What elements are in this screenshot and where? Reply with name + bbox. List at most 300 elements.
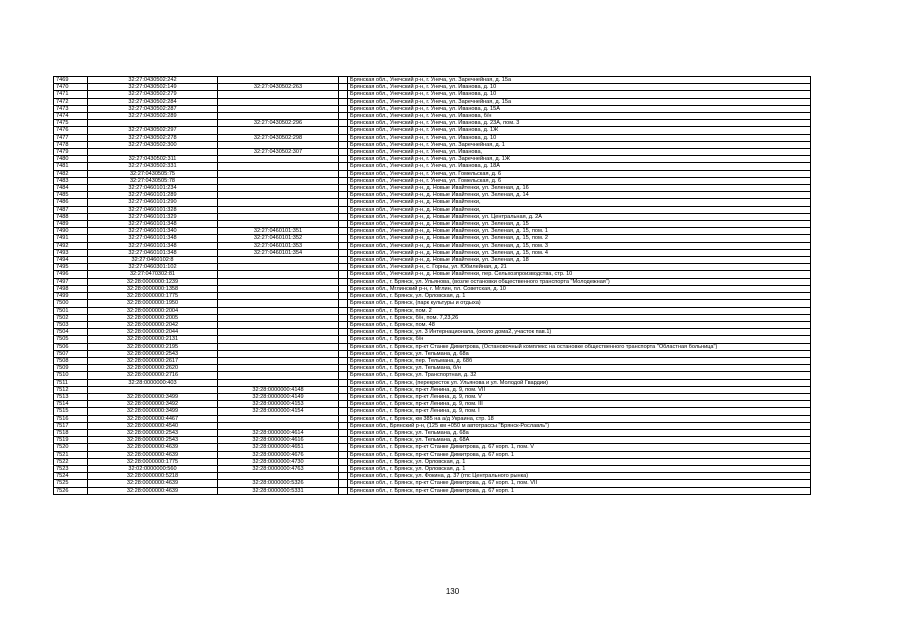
- address-cell: Брянская обл., Унечский р-н, г. Унеча, ул. Иванова, д. 10: [348, 134, 811, 141]
- address-cell: Брянская обл., г. Брянск, пр-кт Ленина, д. 9, пом. VII: [348, 386, 811, 393]
- cadastral-number-cell: 32:28:0000000:1775: [88, 293, 218, 300]
- address-cell: Брянская обл., Унечский р-н, г. Унеча, ул. Иванова, д. 23А, пом. 3: [348, 120, 811, 127]
- table-row: [54, 357, 811, 364]
- table-row: [54, 480, 811, 487]
- cadastral-number-cell: 32:28:0000000:3499: [88, 408, 218, 415]
- address-cell: Брянская обл., г. Брянск, (парк культуры и отдыха): [348, 300, 811, 307]
- row-number-cell: 7505: [54, 336, 88, 343]
- cadastral-number-cell: 32:28:0000000:4639: [88, 480, 218, 487]
- address-cell: Брянская обл., Унечский р-н, г. Унеча, ул. Гомельская, д. 6: [348, 177, 811, 184]
- table-row: [54, 278, 811, 285]
- address-cell: Брянская обл., Унечский р-н, д. Новые Ивайтенки, пер. Сельхозпроизводства, стр. 10: [348, 271, 811, 278]
- premises-cadastral-number-cell: 32:28:0000000:4148: [218, 386, 339, 393]
- premises-cadastral-number-cell: 32:28:0000000:4153: [218, 401, 339, 408]
- address-cell: Брянская обл., г. Брянск, пр-кт Ленина, д. 9, пом. I: [348, 408, 811, 415]
- cadastral-number-cell: 32:27:0430505:75: [88, 170, 218, 177]
- empty-cell: [339, 264, 348, 271]
- empty-cell: [339, 127, 348, 134]
- address-cell: Брянская обл., г. Брянск, ул. 3 Интернационала, (около дома2, участок пав.1): [348, 329, 811, 336]
- table-row: [54, 127, 811, 134]
- cadastral-number-cell: 32:27:0460101:348: [88, 221, 218, 228]
- table-row: [54, 336, 811, 343]
- empty-cell: [339, 213, 348, 220]
- row-number-cell: 7501: [54, 307, 88, 314]
- row-number-cell: 7504: [54, 329, 88, 336]
- premises-cadastral-number-cell: 32:27:0430502:298: [218, 134, 339, 141]
- premises-cadastral-number-cell: 32:27:0430502:307: [218, 149, 339, 156]
- address-cell: Брянская обл., г. Брянск, ул. Орловская, д. 1: [348, 293, 811, 300]
- empty-cell: [339, 163, 348, 170]
- table-row: [54, 221, 811, 228]
- row-number-cell: 7479: [54, 149, 88, 156]
- cadastral-number-cell: 32:27:0430502:287: [88, 105, 218, 112]
- address-cell: Брянская обл., Унечский р-н, д. Новые Ивайтенки,: [348, 206, 811, 213]
- row-number-cell: 7496: [54, 271, 88, 278]
- empty-cell: [339, 307, 348, 314]
- cadastral-number-cell: 32:27:0460101:348: [88, 249, 218, 256]
- premises-cadastral-number-cell: 32:28:0000000:4651: [218, 444, 339, 451]
- premises-cadastral-number-cell: [218, 127, 339, 134]
- table-row: [54, 163, 811, 170]
- empty-cell: [339, 343, 348, 350]
- address-cell: Брянская обл., Унечский р-н, д. Новые Ивайтенки, ул. Зеленая, д. 15, пом. 1: [348, 228, 811, 235]
- empty-cell: [339, 199, 348, 206]
- empty-cell: [339, 357, 348, 364]
- table-row: [54, 228, 811, 235]
- address-cell: Брянская обл., Унечский р-н, г. Унеча, ул. Заречнейная, д. 15а: [348, 77, 811, 84]
- premises-cadastral-number-cell: 32:28:0000000:4616: [218, 437, 339, 444]
- table-row: [54, 300, 811, 307]
- table-row: [54, 264, 811, 271]
- table-row: [54, 271, 811, 278]
- row-number-cell: 7511: [54, 379, 88, 386]
- row-number-cell: 7484: [54, 185, 88, 192]
- cadastral-number-cell: [88, 386, 218, 393]
- row-number-cell: 7509: [54, 365, 88, 372]
- premises-cadastral-number-cell: [218, 321, 339, 328]
- premises-cadastral-number-cell: [218, 372, 339, 379]
- table-row: [54, 206, 811, 213]
- address-cell: Брянская обл., г. Брянск, км 385 на а/д Украина, стр. 18: [348, 415, 811, 422]
- premises-cadastral-number-cell: [218, 163, 339, 170]
- premises-cadastral-number-cell: 32:28:0000000:4154: [218, 408, 339, 415]
- address-cell: Брянская обл., Унечский р-н, г. Унеча, ул. Иванова, д. 10: [348, 91, 811, 98]
- table-row: [54, 242, 811, 249]
- premises-cadastral-number-cell: [218, 357, 339, 364]
- cadastral-number-cell: 32:27:0470302:81: [88, 271, 218, 278]
- empty-cell: [339, 386, 348, 393]
- address-cell: Брянская обл., Унечский р-н, г. Унеча, ул. Иванова, д. 18А: [348, 163, 811, 170]
- cadastral-number-cell: 32:02:0000000:560: [88, 465, 218, 472]
- cadastral-number-cell: 32:28:0000000:1950: [88, 300, 218, 307]
- cadastral-number-cell: 32:28:0000000:1358: [88, 285, 218, 292]
- empty-cell: [339, 206, 348, 213]
- empty-cell: [339, 235, 348, 242]
- row-number-cell: 7474: [54, 113, 88, 120]
- empty-cell: [339, 408, 348, 415]
- premises-cadastral-number-cell: 32:28:0000000:4149: [218, 393, 339, 400]
- address-cell: Брянская обл., Унечский р-н, д. Новые Ивайтенки, ул. Зеленая, д. 18: [348, 257, 811, 264]
- row-number-cell: 7513: [54, 393, 88, 400]
- empty-cell: [339, 487, 348, 494]
- cadastral-number-cell: 32:27:0460101:328: [88, 206, 218, 213]
- address-cell: Брянская обл., Унечский р-н, д. Новые Ивайтенки, ул. Центральная, д. 2А: [348, 213, 811, 220]
- empty-cell: [339, 149, 348, 156]
- table-row: [54, 465, 811, 472]
- row-number-cell: 7508: [54, 357, 88, 364]
- cadastral-number-cell: 32:28:0000000:4639: [88, 487, 218, 494]
- table-row: [54, 307, 811, 314]
- row-number-cell: 7478: [54, 141, 88, 148]
- premises-cadastral-number-cell: [218, 170, 339, 177]
- cadastral-number-cell: 32:28:0000000:2620: [88, 365, 218, 372]
- row-number-cell: 7471: [54, 91, 88, 98]
- row-number-cell: 7503: [54, 321, 88, 328]
- address-cell: Брянская обл., Унечский р-н, д. Новые Ивайтенки, ул. Зеленая, д. 15, пом. 3: [348, 242, 811, 249]
- cadastral-number-cell: 32:28:0000000:2543: [88, 429, 218, 436]
- row-number-cell: 7494: [54, 257, 88, 264]
- row-number-cell: 7477: [54, 134, 88, 141]
- cadastral-number-cell: 32:27:0430502:284: [88, 98, 218, 105]
- empty-cell: [339, 249, 348, 256]
- cadastral-number-cell: 32:27:0430502:331: [88, 163, 218, 170]
- cadastral-number-cell: 32:27:0430502:278: [88, 134, 218, 141]
- premises-cadastral-number-cell: 32:27:0430502:296: [218, 120, 339, 127]
- premises-cadastral-number-cell: [218, 271, 339, 278]
- address-cell: Брянская обл., г. Брянск, (перекресток ул. Ульянова и ул. Молодой Гвардии): [348, 379, 811, 386]
- premises-cadastral-number-cell: [218, 350, 339, 357]
- premises-cadastral-number-cell: [218, 257, 339, 264]
- premises-cadastral-number-cell: [218, 300, 339, 307]
- row-number-cell: 7521: [54, 451, 88, 458]
- address-cell: Брянская обл., г. Брянск, ул. Тельмана, д. 68а: [348, 429, 811, 436]
- address-cell: Брянская обл., Унечский р-н, г. Унеча, ул. Иванова, д. 10: [348, 84, 811, 91]
- empty-cell: [339, 350, 348, 357]
- premises-cadastral-number-cell: [218, 113, 339, 120]
- premises-cadastral-number-cell: 32:27:0460101:352: [218, 235, 339, 242]
- page-number: 130: [445, 587, 460, 596]
- address-cell: Брянская обл., Унечский р-н, д. Новые Ивайтенки, ул. Зеленая, д. 16: [348, 185, 811, 192]
- table-row: [54, 329, 811, 336]
- row-number-cell: 7489: [54, 221, 88, 228]
- table-row: [54, 113, 811, 120]
- premises-cadastral-number-cell: [218, 293, 339, 300]
- row-number-cell: 7514: [54, 401, 88, 408]
- address-cell: Брянская обл., Унечский р-н, г. Унеча, ул. Гомельская, д. 6: [348, 170, 811, 177]
- premises-cadastral-number-cell: [218, 285, 339, 292]
- cadastral-number-cell: 32:27:0430502:300: [88, 141, 218, 148]
- premises-cadastral-number-cell: [218, 415, 339, 422]
- row-number-cell: 7518: [54, 429, 88, 436]
- row-number-cell: 7476: [54, 127, 88, 134]
- table-row: [54, 379, 811, 386]
- address-cell: Брянская обл., г. Брянск, пр-кт Станке Димитрова, д. 67 корп. 1, пом. VII: [348, 480, 811, 487]
- table-row: [54, 185, 811, 192]
- cadastral-number-cell: 32:28:0000000:3492: [88, 401, 218, 408]
- row-number-cell: 7485: [54, 192, 88, 199]
- row-number-cell: 7491: [54, 235, 88, 242]
- table-row: [54, 293, 811, 300]
- table-row: [54, 437, 811, 444]
- empty-cell: [339, 415, 348, 422]
- address-cell: Брянская обл., г. Брянск, пр-кт Станке Димитрова, д. 67 корп. 1, пом. V: [348, 444, 811, 451]
- cadastral-number-cell: 32:27:0430502:297: [88, 127, 218, 134]
- cadastral-number-cell: [88, 120, 218, 127]
- empty-cell: [339, 314, 348, 321]
- row-number-cell: 7488: [54, 213, 88, 220]
- premises-cadastral-number-cell: [218, 192, 339, 199]
- address-cell: Брянская обл., Унечский р-н, г. Унеча, ул. Заречнейная, д. 1: [348, 141, 811, 148]
- empty-cell: [339, 300, 348, 307]
- row-number-cell: 7487: [54, 206, 88, 213]
- empty-cell: [339, 84, 348, 91]
- table-row: [54, 350, 811, 357]
- premises-cadastral-number-cell: 32:28:0000000:4763: [218, 465, 339, 472]
- empty-cell: [339, 257, 348, 264]
- cadastral-number-cell: 32:27:0460101:234: [88, 185, 218, 192]
- row-number-cell: 7483: [54, 177, 88, 184]
- premises-cadastral-number-cell: [218, 379, 339, 386]
- table-row: [54, 257, 811, 264]
- row-number-cell: 7507: [54, 350, 88, 357]
- table-row: [54, 177, 811, 184]
- address-cell: Брянская обл., г. Брянск, пр-кт Станке Димитрова, д. 67 корп. 1: [348, 451, 811, 458]
- row-number-cell: 7512: [54, 386, 88, 393]
- premises-cadastral-number-cell: [218, 77, 339, 84]
- premises-cadastral-number-cell: [218, 422, 339, 429]
- empty-cell: [339, 336, 348, 343]
- table-row: [54, 422, 811, 429]
- cadastral-number-cell: 32:27:0430502:242: [88, 77, 218, 84]
- cadastral-number-cell: 32:28:0000000:2044: [88, 329, 218, 336]
- address-cell: Брянская обл., Унечский р-н, г. Унеча, ул. Иванова, д. 1Ж: [348, 127, 811, 134]
- empty-cell: [339, 221, 348, 228]
- row-number-cell: 7497: [54, 278, 88, 285]
- premises-cadastral-number-cell: [218, 314, 339, 321]
- cadastral-number-cell: 32:28:0000000:2042: [88, 321, 218, 328]
- cadastral-number-cell: 32:28:0000000:2195: [88, 343, 218, 350]
- premises-cadastral-number-cell: 32:27:0430502:263: [218, 84, 339, 91]
- table-row: [54, 84, 811, 91]
- address-cell: Брянская обл., Унечский р-н, г. Унеча, ул. Иванова, д. 15А: [348, 105, 811, 112]
- cadastral-number-cell: 32:27:0430502:279: [88, 91, 218, 98]
- row-number-cell: 7519: [54, 437, 88, 444]
- row-number-cell: 7498: [54, 285, 88, 292]
- address-cell: Брянская обл., г. Брянск, б/н: [348, 336, 811, 343]
- row-number-cell: 7516: [54, 415, 88, 422]
- address-cell: Брянская обл., Унечский р-н, д. Новые Ивайтенки, ул. Зеленая, д. 15, пом. 2: [348, 235, 811, 242]
- table-row: [54, 249, 811, 256]
- row-number-cell: 7493: [54, 249, 88, 256]
- cadastral-number-cell: 32:28:0000000:1239: [88, 278, 218, 285]
- cadastral-number-cell: 32:28:0000000:403: [88, 379, 218, 386]
- table-row: [54, 401, 811, 408]
- table-row: [54, 429, 811, 436]
- cadastral-number-cell: 32:27:0460101:348: [88, 235, 218, 242]
- address-cell: Брянская обл., г. Брянск, пер. Тельмана, д. 68б: [348, 357, 811, 364]
- premises-cadastral-number-cell: [218, 264, 339, 271]
- table-row: [54, 120, 811, 127]
- cadastral-number-cell: 32:28:0000000:4540: [88, 422, 218, 429]
- empty-cell: [339, 91, 348, 98]
- premises-cadastral-number-cell: [218, 365, 339, 372]
- table-row: [54, 156, 811, 163]
- empty-cell: [339, 177, 348, 184]
- premises-cadastral-number-cell: [218, 199, 339, 206]
- cadastral-number-cell: 32:27:0430502:149: [88, 84, 218, 91]
- table-row: [54, 149, 811, 156]
- empty-cell: [339, 444, 348, 451]
- premises-cadastral-number-cell: 32:27:0460101:351: [218, 228, 339, 235]
- cadastral-number-cell: 32:27:0460101:340: [88, 228, 218, 235]
- empty-cell: [339, 192, 348, 199]
- address-cell: Брянская обл., г. Брянск, пом. 2: [348, 307, 811, 314]
- row-number-cell: 7469: [54, 77, 88, 84]
- premises-cadastral-number-cell: [218, 307, 339, 314]
- premises-cadastral-number-cell: [218, 221, 339, 228]
- cadastral-number-cell: 32:28:0000000:5218: [88, 473, 218, 480]
- address-cell: Брянская обл., Унечский р-н, д. Новые Ивайтенки,: [348, 199, 811, 206]
- premises-cadastral-number-cell: 32:28:0000000:4614: [218, 429, 339, 436]
- row-number-cell: 7520: [54, 444, 88, 451]
- row-number-cell: 7470: [54, 84, 88, 91]
- address-cell: Брянская обл., Унечский р-н, д. Новые Ивайтенки, ул. Зеленая, д. 15: [348, 221, 811, 228]
- row-number-cell: 7495: [54, 264, 88, 271]
- empty-cell: [339, 473, 348, 480]
- address-cell: Брянская обл., Унечский р-н, г. Унеча, ул. Иванова,: [348, 149, 811, 156]
- cadastral-number-cell: [88, 149, 218, 156]
- empty-cell: [339, 98, 348, 105]
- address-cell: Брянская обл., г. Брянск, пр-кт Станке Димитрова, д. 67 корп. 1: [348, 487, 811, 494]
- empty-cell: [339, 170, 348, 177]
- address-cell: Брянская обл., Унечский р-н, д. Новые Ивайтенки, ул. Зеленая, д. 15, пом. 4: [348, 249, 811, 256]
- row-number-cell: 7500: [54, 300, 88, 307]
- table-row: [54, 285, 811, 292]
- empty-cell: [339, 134, 348, 141]
- address-cell: Брянская обл., г. Брянск, ул. Фокина, д. 37 (гпс Центрального рынка): [348, 473, 811, 480]
- empty-cell: [339, 372, 348, 379]
- premises-cadastral-number-cell: 32:27:0460101:353: [218, 242, 339, 249]
- empty-cell: [339, 480, 348, 487]
- premises-cadastral-number-cell: [218, 98, 339, 105]
- empty-cell: [339, 422, 348, 429]
- premises-cadastral-number-cell: 32:27:0460101:354: [218, 249, 339, 256]
- row-number-cell: 7525: [54, 480, 88, 487]
- row-number-cell: 7526: [54, 487, 88, 494]
- table-row: [54, 386, 811, 393]
- row-number-cell: 7473: [54, 105, 88, 112]
- cadastral-number-cell: 32:27:0460101:289: [88, 192, 218, 199]
- cadastral-number-cell: 32:28:0000000:2005: [88, 314, 218, 321]
- address-cell: Брянская обл., Унечский р-н, г. Унеча, ул. Заречнейная, д. 1Ж: [348, 156, 811, 163]
- address-cell: Брянская обл., г. Брянск, ул. Орловская, д. 1: [348, 465, 811, 472]
- cadastral-number-cell: 32:28:0000000:2004: [88, 307, 218, 314]
- address-cell: Брянская обл., г. Брянск, ул. Ульянова, (возле остановки общественного транспорта "Молодежная"): [348, 278, 811, 285]
- empty-cell: [339, 429, 348, 436]
- row-number-cell: 7499: [54, 293, 88, 300]
- empty-cell: [339, 77, 348, 84]
- address-cell: Брянская обл., г. Брянск, ул. Транспортная, д. 32: [348, 372, 811, 379]
- table-row: [54, 451, 811, 458]
- address-cell: Брянская обл., г. Брянск, ул. Тельмана, д. 68а: [348, 350, 811, 357]
- address-cell: Брянская обл., Мглинский р-н, г. Мглин, пл. Советская, д. 10: [348, 285, 811, 292]
- empty-cell: [339, 329, 348, 336]
- empty-cell: [339, 278, 348, 285]
- premises-cadastral-number-cell: 32:28:0000000:5326: [218, 480, 339, 487]
- row-number-cell: 7475: [54, 120, 88, 127]
- empty-cell: [339, 465, 348, 472]
- empty-cell: [339, 293, 348, 300]
- cadastral-number-cell: 32:28:0000000:4639: [88, 451, 218, 458]
- cadastral-number-cell: 32:27:0430505:78: [88, 177, 218, 184]
- empty-cell: [339, 285, 348, 292]
- cadastral-number-cell: 32:28:0000000:2716: [88, 372, 218, 379]
- table-row: [54, 98, 811, 105]
- table-row: [54, 199, 811, 206]
- row-number-cell: 7515: [54, 408, 88, 415]
- table-row: [54, 134, 811, 141]
- premises-cadastral-number-cell: [218, 278, 339, 285]
- table-row: [54, 473, 811, 480]
- address-cell: Брянская обл., г. Брянск, ул. Тельмана, д. 68А: [348, 437, 811, 444]
- premises-cadastral-number-cell: [218, 105, 339, 112]
- table-row: [54, 91, 811, 98]
- address-cell: Брянская обл., Унечский р-н, д. Новые Ивайтенки, ул. Зеленая, д. 14: [348, 192, 811, 199]
- address-cell: Брянская обл., Унечский р-н, г. Унеча, ул. Иванова, б/н: [348, 113, 811, 120]
- row-number-cell: 7517: [54, 422, 88, 429]
- empty-cell: [339, 141, 348, 148]
- table-row: [54, 365, 811, 372]
- address-cell: Брянская обл., Унечский р-н, г. Унеча, ул. Заречнейная, д. 15а: [348, 98, 811, 105]
- empty-cell: [339, 451, 348, 458]
- cadastral-number-cell: 32:27:0460102:8: [88, 257, 218, 264]
- empty-cell: [339, 156, 348, 163]
- table-row: [54, 372, 811, 379]
- empty-cell: [339, 437, 348, 444]
- premises-cadastral-number-cell: [218, 336, 339, 343]
- cadastral-number-cell: 32:28:0000000:2543: [88, 437, 218, 444]
- premises-cadastral-number-cell: [218, 91, 339, 98]
- table-row: [54, 408, 811, 415]
- cadastral-number-cell: 32:27:0460301:102: [88, 264, 218, 271]
- empty-cell: [339, 458, 348, 465]
- cadastral-number-cell: 32:27:0430502:311: [88, 156, 218, 163]
- premises-cadastral-number-cell: [218, 343, 339, 350]
- table-row: [54, 192, 811, 199]
- empty-cell: [339, 185, 348, 192]
- table-row: [54, 77, 811, 84]
- row-number-cell: 7492: [54, 242, 88, 249]
- table-row: [54, 487, 811, 494]
- address-cell: Брянская обл., г. Брянск, ул. Тельмана, б/н: [348, 365, 811, 372]
- row-number-cell: 7524: [54, 473, 88, 480]
- empty-cell: [339, 242, 348, 249]
- table-row: [54, 393, 811, 400]
- premises-cadastral-number-cell: 32:28:0000000:4730: [218, 458, 339, 465]
- premises-cadastral-number-cell: [218, 156, 339, 163]
- cadastral-number-cell: 32:28:0000000:2131: [88, 336, 218, 343]
- empty-cell: [339, 120, 348, 127]
- table-row: [54, 105, 811, 112]
- cadastral-number-cell: 32:28:0000000:4639: [88, 444, 218, 451]
- premises-cadastral-number-cell: [218, 141, 339, 148]
- cadastral-number-cell: 32:27:0430502:289: [88, 113, 218, 120]
- address-cell: Брянская обл., г. Брянск, пр-кт Ленина, д. 9, пом. V: [348, 393, 811, 400]
- address-cell: Брянская обл., Брянский р-н, (125 км +050 м автотрассы "Брянск-Рославль"): [348, 422, 811, 429]
- address-cell: Брянская обл., г. Брянск, б/н, пом. 7,23,26: [348, 314, 811, 321]
- cadastral-number-cell: 32:27:0460101:290: [88, 199, 218, 206]
- empty-cell: [339, 105, 348, 112]
